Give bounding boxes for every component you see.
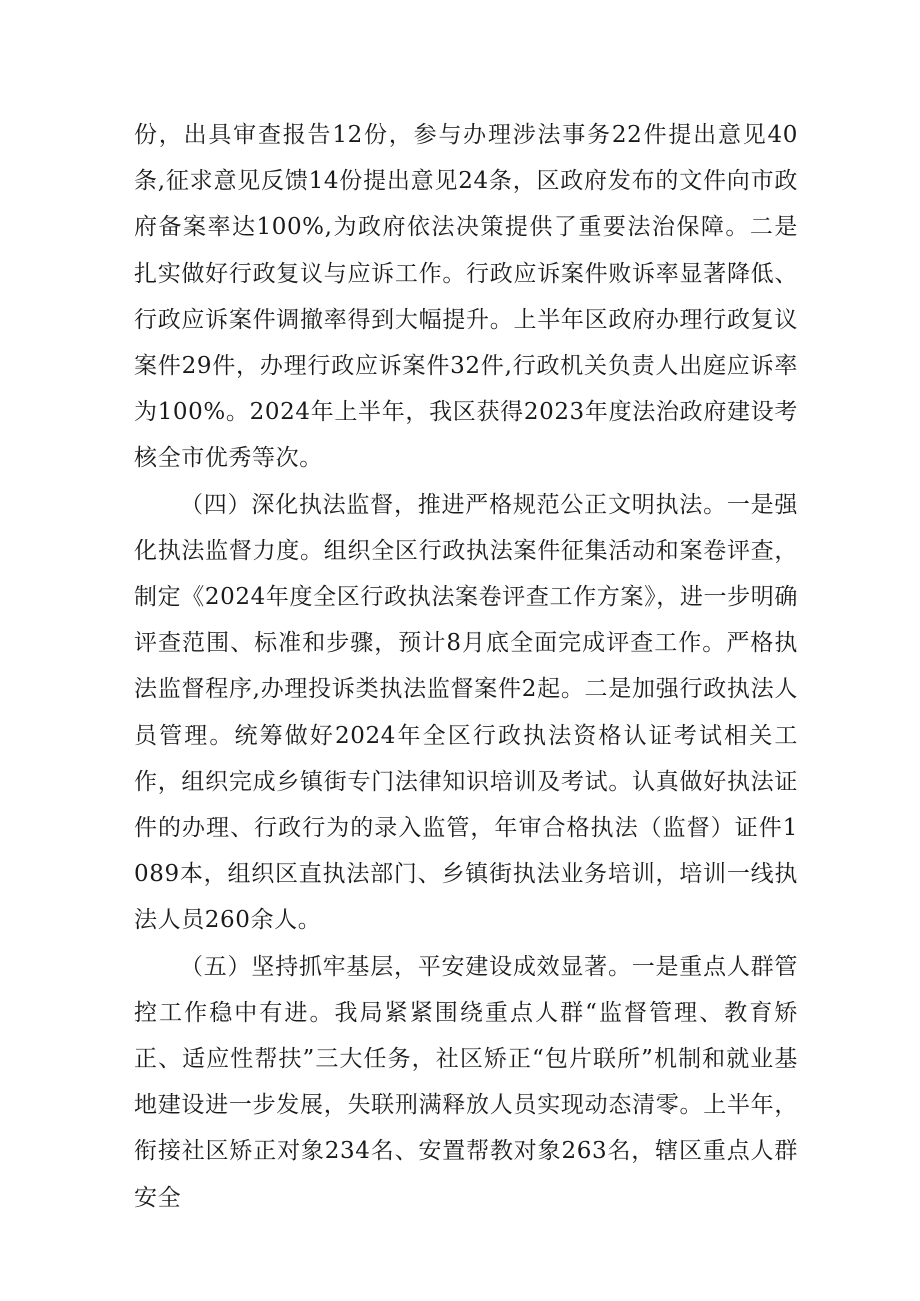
- paragraph-continuation: 份，出具审查报告12份，参与办理涉法事务22件提出意见40条,征求意见反馈14份提出意见24条，区政府发布的文件向市政府备案率达100%,为政府依法决策提供了重要法治保障。二是扎实做好行政复议与应诉工作。行政应诉案件败诉率显著降低、行政应诉案件调撤率得到大幅提升。上半年区政府办理行政复议案件29件，办理行政应诉案件32件,行政机关负责人出庭应诉率为100%。2024年上半年，我区获得2023年度法治政府建设考核全市优秀等次。: [134, 122, 798, 472]
- paragraph-section-4: （四）深化执法监督，推进严格规范公正文明执法。一是强化执法监督力度。组织全区行政执法案件征集活动和案卷评查，制定《2024年度全区行政执法案卷评查工作方案》，进一步明确评查范围、标准和步骤，预计8月底全面完成评查工作。严格执法监督程序,办理投诉类执法监督案件2起。二是加强行政执法人员管理。统筹做好2024年全区行政执法资格认证考试相关工作，组织完成乡镇街专门法律知识培训及考试。认真做好执法证件的办理、行政行为的录入监管，年审合格执法（监督）证件1089本，组织区直执法部门、乡镇街执法业务培训，培训一线执法人员260余人。: [134, 491, 798, 934]
- document-body: [134, 112, 798, 1221]
- paragraph-section-5: （五）坚持抓牢基层，平安建设成效显著。一是重点人群管控工作稳中有进。我局紧紧围绕重点人群“监督管理、教育矫正、适应性帮扶”三大任务，社区矫正“包片联所”机制和就业基地建设进一步发展，失联刑满释放人员实现动态清零。上半年，衔接社区矫正对象234名、安置帮教对象263名，辖区重点人群安全: [134, 953, 798, 1211]
